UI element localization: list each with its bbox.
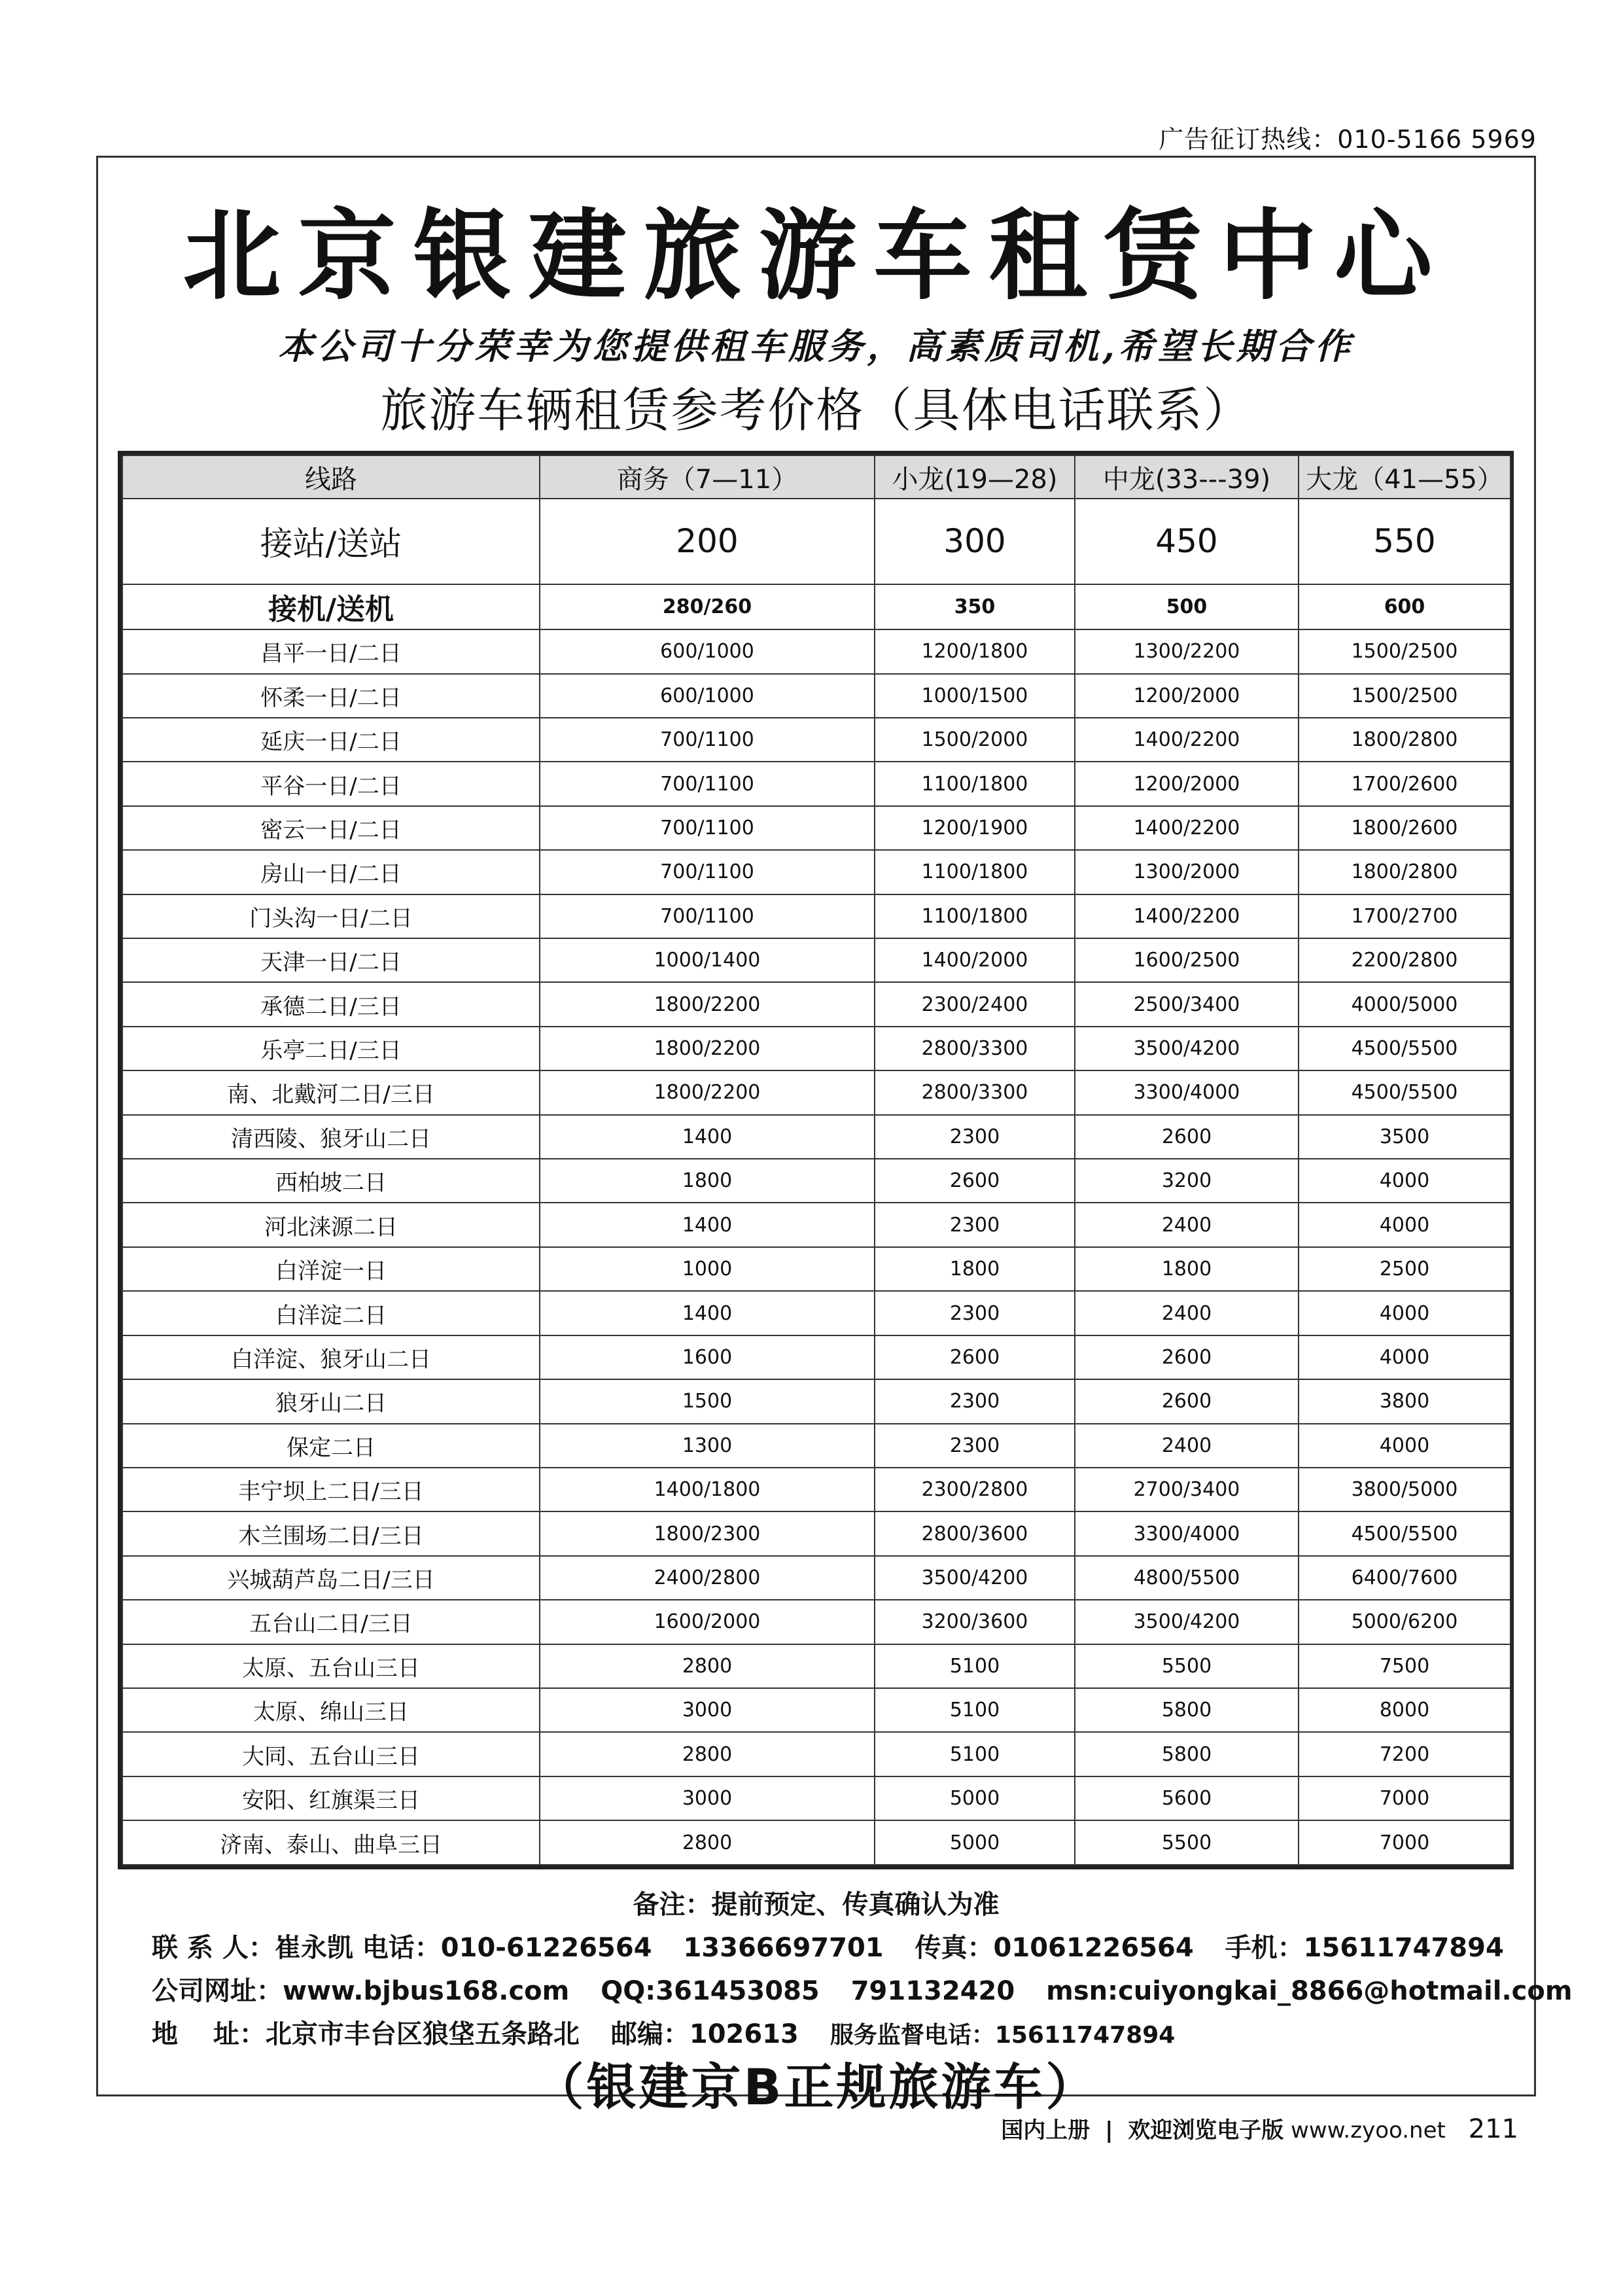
table-row [122, 850, 1510, 894]
price-cell: 1800/2800 [1299, 718, 1510, 762]
price-cell: 5800 [1075, 1732, 1299, 1776]
price-cell: 1500/2500 [1299, 674, 1510, 718]
price-cell: 7500 [1299, 1644, 1510, 1688]
route-cell: 五台山二日/三日 [122, 1600, 540, 1644]
price-cell: 700/1100 [540, 806, 875, 850]
company-title: 北京银建旅游车租赁中心 [183, 198, 1450, 313]
price-cell: 3200 [1075, 1159, 1299, 1203]
price-cell: 1400/2200 [1075, 894, 1299, 938]
price-cell: 600/1000 [540, 674, 875, 718]
table-row [122, 718, 1510, 762]
price-subtitle: 旅游车辆租赁参考价格（具体电话联系） [380, 383, 1252, 438]
price-cell: 2300/2400 [875, 982, 1075, 1026]
table-row [122, 1556, 1510, 1600]
price-cell: 2300 [875, 1379, 1075, 1423]
table-row [122, 1600, 1510, 1644]
price-cell: 5000/6200 [1299, 1600, 1510, 1644]
price-cell: 700/1100 [540, 762, 875, 805]
price-cell: 7200 [1299, 1732, 1510, 1776]
route-cell: 白洋淀一日 [122, 1247, 540, 1291]
price-cell: 1400 [540, 1115, 875, 1159]
price-cell: 3300/4000 [1075, 1070, 1299, 1114]
table-row [122, 1203, 1510, 1246]
route-cell: 太原、绵山三日 [122, 1688, 540, 1732]
price-cell: 2600 [1075, 1335, 1299, 1379]
price-cell: 2400/2800 [540, 1556, 875, 1600]
route-cell: 济南、泰山、曲阜三日 [122, 1820, 540, 1865]
price-cell: 1800/2200 [540, 1027, 875, 1070]
footer-section: 国内上册 [1001, 2117, 1091, 2144]
price-cell: 1700/2700 [1299, 894, 1510, 938]
price-cell: 1200/1900 [875, 806, 1075, 850]
price-cell: 6400/7600 [1299, 1556, 1510, 1600]
contact-msn: msn:cuiyongkai_8866@hotmail.com [1046, 1976, 1573, 2006]
price-cell: 1800 [1075, 1247, 1299, 1291]
ad-hotline: 广告征订热线：010-5166 5969 [1159, 125, 1537, 154]
price-cell: 4500/5500 [1299, 1027, 1510, 1070]
contact-mobile-alt: 13366697701 [683, 1933, 884, 1963]
table-row [122, 1732, 1510, 1776]
contact-line-2 [152, 1970, 1595, 2007]
table-row [122, 1468, 1510, 1511]
price-cell: 2300/2800 [875, 1468, 1075, 1511]
price-cell: 600/1000 [540, 629, 875, 673]
table-row [122, 1644, 1510, 1688]
price-cell: 2800 [540, 1732, 875, 1776]
page-footer [1001, 2112, 1518, 2144]
table-header-row [122, 455, 1510, 499]
price-cell: 1600/2500 [1075, 938, 1299, 982]
price-table [118, 451, 1514, 1869]
price-cell: 3300/4000 [1075, 1511, 1299, 1555]
route-cell: 清西陵、狼牙山二日 [122, 1115, 540, 1159]
header-route: 线路 [122, 455, 540, 499]
price-cell: 5100 [875, 1644, 1075, 1688]
table-row [122, 1379, 1510, 1423]
price-cell: 2600 [1075, 1379, 1299, 1423]
price-cell: 5100 [875, 1732, 1075, 1776]
table-row [122, 938, 1510, 982]
table-row [122, 1424, 1510, 1468]
price-cell: 3000 [540, 1776, 875, 1820]
price-cell: 3500/4200 [1075, 1600, 1299, 1644]
price-cell: 2400 [1075, 1203, 1299, 1246]
table-row [122, 629, 1510, 673]
price-cell: 8000 [1299, 1688, 1510, 1732]
price-cell: 5600 [1075, 1776, 1299, 1820]
price-cell: 700/1100 [540, 718, 875, 762]
price-cell: 2800/3300 [875, 1070, 1075, 1114]
route-cell: 承德二日/三日 [122, 982, 540, 1026]
price-cell: 1800/2300 [540, 1511, 875, 1555]
price-cell: 1200/1800 [875, 629, 1075, 673]
price-cell: 2300 [875, 1424, 1075, 1468]
company-address: 地 址：北京市丰台区狼垡五条路北 [152, 2019, 580, 2049]
price-cell: 7000 [1299, 1776, 1510, 1820]
bottom-title: （银建京B正规旅游车） [534, 2058, 1098, 2116]
price-cell: 2600 [875, 1335, 1075, 1379]
table-row [122, 1776, 1510, 1820]
price-cell: 1500/2500 [1299, 629, 1510, 673]
price-cell: 1800 [540, 1159, 875, 1203]
route-cell: 狼牙山二日 [122, 1379, 540, 1423]
price-cell: 7000 [1299, 1820, 1510, 1865]
route-cell: 兴城葫芦岛二日/三日 [122, 1556, 540, 1600]
route-cell: 白洋淀、狼牙山二日 [122, 1335, 540, 1379]
price-cell: 2500/3400 [1075, 982, 1299, 1026]
price-cell: 3800/5000 [1299, 1468, 1510, 1511]
price-cell: 700/1100 [540, 894, 875, 938]
company-slogan: 本公司十分荣幸为您提供租车服务，高素质司机,希望长期合作 [278, 325, 1354, 367]
header-large-bus: 大龙（41—55） [1299, 455, 1510, 499]
price-cell: 4000 [1299, 1335, 1510, 1379]
table-row [122, 806, 1510, 850]
price-cell: 4500/5500 [1299, 1070, 1510, 1114]
price-cell: 1100/1800 [875, 762, 1075, 805]
price-cell: 1400/1800 [540, 1468, 875, 1511]
price-cell: 2400 [1075, 1291, 1299, 1335]
price-cell: 2700/3400 [1075, 1468, 1299, 1511]
price-cell: 1700/2600 [1299, 762, 1510, 805]
price-cell: 3500 [1299, 1115, 1510, 1159]
price-cell: 1800/2200 [540, 1070, 875, 1114]
price-cell: 1400/2000 [875, 938, 1075, 982]
route-cell: 丰宁坝上二日/三日 [122, 1468, 540, 1511]
route-cell: 密云一日/二日 [122, 806, 540, 850]
header-business: 商务（7—11） [540, 455, 875, 499]
table-row [122, 1335, 1510, 1379]
price-cell: 1300/2000 [1075, 850, 1299, 894]
route-cell: 大同、五台山三日 [122, 1732, 540, 1776]
supervision-phone: 服务监督电话：15611747894 [829, 2022, 1176, 2049]
page-number: 211 [1468, 2114, 1518, 2144]
price-cell: 5000 [875, 1776, 1075, 1820]
price-cell: 5100 [875, 1688, 1075, 1732]
price-cell: 1600/2000 [540, 1600, 875, 1644]
price-cell: 300 [875, 499, 1075, 584]
price-cell: 1400/2200 [1075, 718, 1299, 762]
price-cell: 3500/4200 [1075, 1027, 1299, 1070]
table-row [122, 1291, 1510, 1335]
table-row [122, 762, 1510, 805]
route-cell: 接机/送机 [122, 584, 540, 629]
contact-fax: 传真：01061226564 [915, 1933, 1194, 1963]
price-cell: 3200/3600 [875, 1600, 1075, 1644]
price-cell: 4000 [1299, 1291, 1510, 1335]
price-cell: 1300/2200 [1075, 629, 1299, 673]
route-cell: 保定二日 [122, 1424, 540, 1468]
route-cell: 平谷一日/二日 [122, 762, 540, 805]
price-cell: 3000 [540, 1688, 875, 1732]
price-cell: 1400 [540, 1203, 875, 1246]
price-cell: 2800 [540, 1644, 875, 1688]
price-cell: 4000 [1299, 1159, 1510, 1203]
price-cell: 2600 [875, 1159, 1075, 1203]
price-cell: 1600 [540, 1335, 875, 1379]
price-cell: 700/1100 [540, 850, 875, 894]
table-row [122, 1247, 1510, 1291]
price-cell: 1400/2200 [1075, 806, 1299, 850]
contact-mobile: 手机：15611747894 [1225, 1933, 1504, 1963]
route-cell: 安阳、红旗渠三日 [122, 1776, 540, 1820]
price-cell: 1800/2600 [1299, 806, 1510, 850]
price-cell: 4000 [1299, 1203, 1510, 1246]
table-row [122, 1115, 1510, 1159]
route-cell: 西柏坡二日 [122, 1159, 540, 1203]
route-cell: 乐亭二日/三日 [122, 1027, 540, 1070]
price-cell: 2800/3300 [875, 1027, 1075, 1070]
table-row [122, 1159, 1510, 1203]
price-cell: 1300 [540, 1424, 875, 1468]
table-row [122, 499, 1510, 584]
table-row [122, 1820, 1510, 1865]
price-cell: 2400 [1075, 1424, 1299, 1468]
price-cell: 1100/1800 [875, 894, 1075, 938]
postal-code: 邮编：102613 [610, 2019, 799, 2049]
table-row [122, 982, 1510, 1026]
price-cell: 5000 [875, 1820, 1075, 1865]
price-cell: 2300 [875, 1115, 1075, 1159]
header-small-bus: 小龙(19—28) [875, 455, 1075, 499]
table-row [122, 1070, 1510, 1114]
route-cell: 天津一日/二日 [122, 938, 540, 982]
booking-note: 备注：提前预定、传真确认为准 [633, 1890, 1000, 1920]
price-cell: 2300 [875, 1291, 1075, 1335]
price-cell: 1800 [875, 1247, 1075, 1291]
price-cell: 1100/1800 [875, 850, 1075, 894]
contact-qq-2: 791132420 [850, 1976, 1015, 2006]
contact-line-1 [152, 1927, 1526, 1964]
route-cell: 河北涞源二日 [122, 1203, 540, 1246]
price-cell: 4000 [1299, 1424, 1510, 1468]
price-cell: 1800/2200 [540, 982, 875, 1026]
table-row [122, 1688, 1510, 1732]
route-cell: 昌平一日/二日 [122, 629, 540, 673]
price-cell: 1800/2800 [1299, 850, 1510, 894]
price-cell: 5500 [1075, 1644, 1299, 1688]
price-cell: 500 [1075, 584, 1299, 629]
table-row [122, 584, 1510, 629]
contact-person-phone: 联 系 人：崔永凯 电话：010-61226564 [152, 1933, 652, 1963]
route-cell: 怀柔一日/二日 [122, 674, 540, 718]
contact-line-3 [152, 2013, 1197, 2051]
price-cell: 2200/2800 [1299, 938, 1510, 982]
price-cell: 3800 [1299, 1379, 1510, 1423]
price-cell: 2800 [540, 1820, 875, 1865]
footer-welcome: 欢迎浏览电子版 [1128, 2117, 1284, 2144]
price-cell: 1500/2000 [875, 718, 1075, 762]
price-cell: 1500 [540, 1379, 875, 1423]
price-cell: 350 [875, 584, 1075, 629]
price-cell: 550 [1299, 499, 1510, 584]
table-row [122, 674, 1510, 718]
ad-frame [96, 156, 1573, 2116]
price-cell: 1000/1500 [875, 674, 1075, 718]
route-cell: 太原、五台山三日 [122, 1644, 540, 1688]
route-cell: 南、北戴河二日/三日 [122, 1070, 540, 1114]
price-cell: 1000/1400 [540, 938, 875, 982]
price-cell: 450 [1075, 499, 1299, 584]
table-row [122, 1027, 1510, 1070]
table-row [122, 894, 1510, 938]
price-cell: 1000 [540, 1247, 875, 1291]
footer-separator: | [1105, 2117, 1113, 2144]
price-cell: 5800 [1075, 1688, 1299, 1732]
price-cell: 4800/5500 [1075, 1556, 1299, 1600]
route-cell: 接站/送站 [122, 499, 540, 584]
price-cell: 2800/3600 [875, 1511, 1075, 1555]
company-website: 公司网址：www.bjbus168.com [152, 1976, 570, 2006]
price-cell: 600 [1299, 584, 1510, 629]
price-cell: 2600 [1075, 1115, 1299, 1159]
price-cell: 200 [540, 499, 875, 584]
route-cell: 门头沟一日/二日 [122, 894, 540, 938]
price-cell: 3500/4200 [875, 1556, 1075, 1600]
table-row [122, 1511, 1510, 1555]
route-cell: 白洋淀二日 [122, 1291, 540, 1335]
price-cell: 1400 [540, 1291, 875, 1335]
header-medium-bus: 中龙(33---39) [1075, 455, 1299, 499]
price-cell: 4000/5000 [1299, 982, 1510, 1026]
price-cell: 1200/2000 [1075, 762, 1299, 805]
price-cell: 5500 [1075, 1820, 1299, 1865]
price-cell: 4500/5500 [1299, 1511, 1510, 1555]
footer-site-link[interactable]: www.zyoo.net [1291, 2117, 1446, 2144]
route-cell: 木兰围场二日/三日 [122, 1511, 540, 1555]
route-cell: 延庆一日/二日 [122, 718, 540, 762]
price-cell: 280/260 [540, 584, 875, 629]
contact-qq: QQ:361453085 [601, 1976, 820, 2006]
price-cell: 2300 [875, 1203, 1075, 1246]
price-cell: 2500 [1299, 1247, 1510, 1291]
price-cell: 1200/2000 [1075, 674, 1299, 718]
route-cell: 房山一日/二日 [122, 850, 540, 894]
